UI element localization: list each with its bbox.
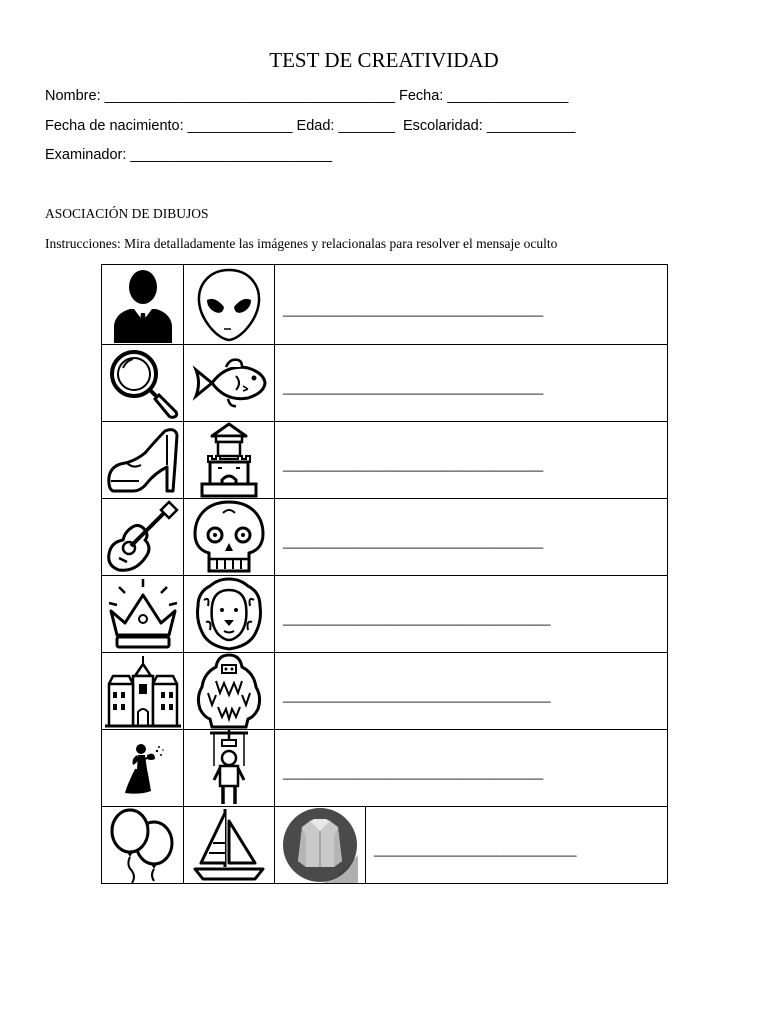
icon-cell (184, 265, 275, 345)
icon-cell (102, 807, 184, 884)
icon-cell (102, 422, 184, 499)
answer-line: ____________________________________ (283, 457, 544, 472)
icon-cell (102, 345, 184, 422)
answer-line: _____________________________________ (283, 611, 551, 626)
answer-line: ____________________________________ (283, 380, 544, 395)
answer-line: ____________________________________ (283, 765, 544, 780)
fairy-icon (121, 741, 165, 795)
icon-cell (102, 576, 184, 653)
answer-cell[interactable] (275, 345, 668, 422)
coat-icon (282, 807, 358, 883)
answer-line: ____________________________________ (283, 301, 544, 317)
icon-cell (184, 730, 275, 807)
icon-cell (102, 265, 184, 345)
icon-cell (184, 499, 275, 576)
icon-cell (184, 576, 275, 653)
answer-line: ____________________________ (374, 842, 577, 857)
table-row (102, 730, 668, 807)
table-row (102, 345, 668, 422)
fish-icon (190, 356, 268, 410)
answer-cell[interactable] (275, 576, 668, 653)
businessman-icon (110, 267, 176, 343)
puppet-icon (206, 730, 252, 806)
crown-icon (105, 577, 181, 651)
answer-cell[interactable] (275, 265, 668, 345)
birthdate-age-schooling-line: Fecha de nacimiento: _____________ Edad: _______ Escolaridad: ___________ (45, 118, 576, 134)
icon-cell (102, 499, 184, 576)
icon-cell (102, 730, 184, 807)
answer-cell[interactable] (366, 807, 668, 884)
alien-icon (195, 267, 263, 343)
high-heel-shoe-icon (105, 425, 181, 495)
examiner-line: Examinador: _________________________ (45, 147, 333, 163)
answer-line: ____________________________________ (283, 534, 544, 549)
answer-line: _____________________________________ (283, 688, 551, 703)
section-heading: ASOCIACIÓN DE DIBUJOS (45, 206, 209, 221)
table-row (102, 807, 668, 884)
answer-cell[interactable] (275, 730, 668, 807)
table-row (102, 499, 668, 576)
yeti-icon (196, 653, 262, 729)
table-row (102, 422, 668, 499)
icon-cell (275, 807, 366, 884)
table-row (102, 265, 668, 345)
sailboat-icon (191, 807, 267, 883)
table-row (102, 576, 668, 653)
icon-cell (184, 807, 275, 884)
page-title: TEST DE CREATIVIDAD (269, 48, 499, 72)
sugar-skull-icon (191, 499, 267, 575)
instructions-text: Instrucciones: Mira detalladamente las imágenes y relacionalas para resolver el mensaje oculto (45, 236, 558, 251)
table-row (102, 653, 668, 730)
castle-tower-icon (196, 422, 262, 498)
answer-cell[interactable] (275, 499, 668, 576)
answer-cell[interactable] (275, 422, 668, 499)
balloons-icon (106, 807, 180, 883)
icon-cell (184, 422, 275, 499)
association-table (101, 264, 668, 884)
answer-cell[interactable] (275, 653, 668, 730)
magnifying-glass-icon (106, 346, 180, 420)
lion-icon (194, 576, 264, 652)
guitar-icon (105, 500, 181, 574)
icon-cell (102, 653, 184, 730)
name-date-line: Nombre: ____________________________________ Fecha: _______________ (45, 88, 569, 104)
palace-building-icon (105, 654, 181, 728)
icon-cell (184, 345, 275, 422)
icon-cell (184, 653, 275, 730)
